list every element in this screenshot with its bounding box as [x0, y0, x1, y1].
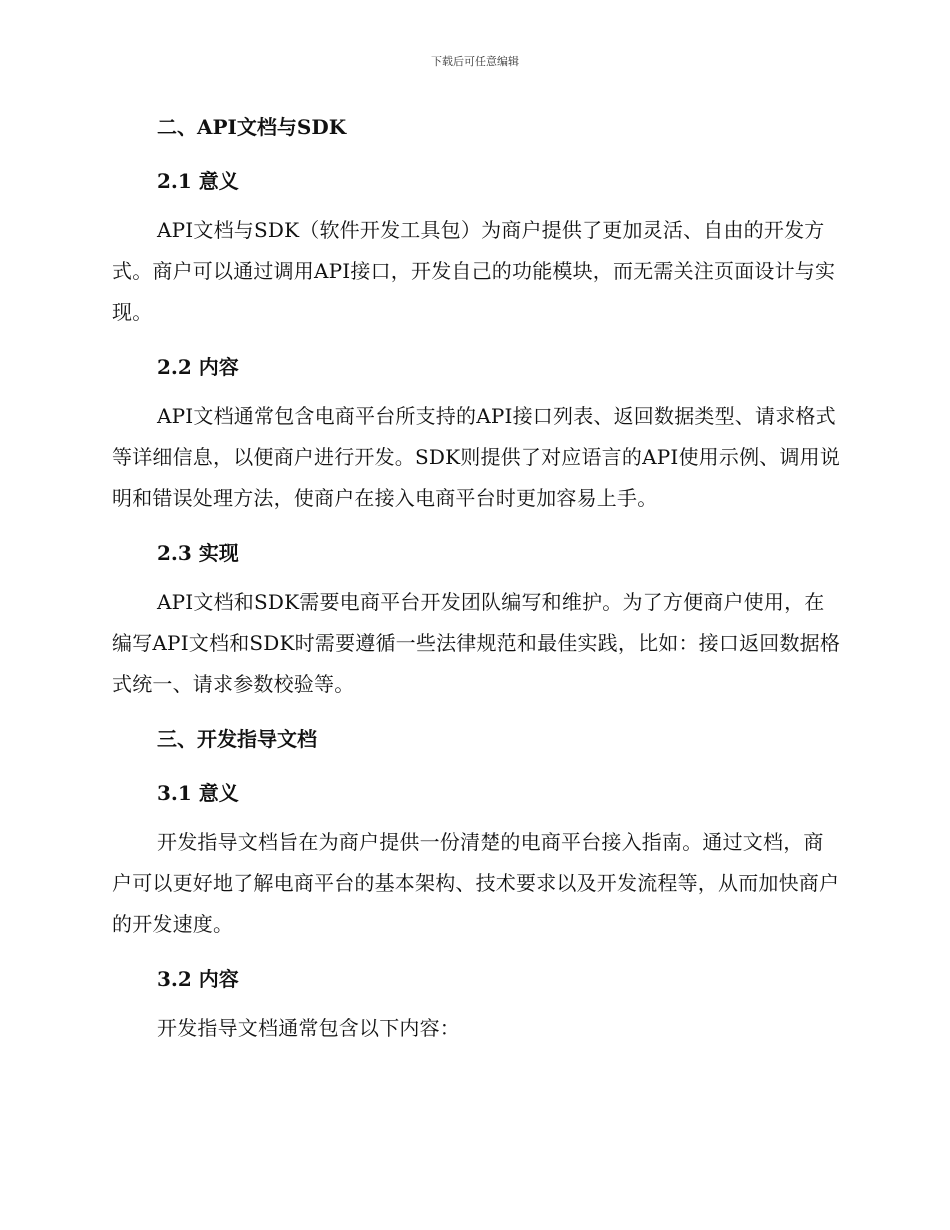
- subsection-heading-2-1: 2.1 意义: [157, 169, 239, 193]
- subsection-heading-3-2: 3.2 内容: [157, 967, 239, 991]
- subsection-heading-2-3: 2.3 实现: [157, 541, 239, 565]
- page-header-note: 下载后可任意编辑: [431, 55, 519, 68]
- subsection-heading-3-1: 3.1 意义: [157, 781, 239, 805]
- paragraph-3-1: 开发指导文档旨在为商户提供一份清楚的电商平台接入指南。通过文档，商户可以更好地了解电商平台的基本架构、技术要求以及开发流程等，从而加快商户的开发速度。: [112, 830, 840, 936]
- paragraph-3-2: 开发指导文档通常包含以下内容：: [157, 1016, 460, 1040]
- section-heading-api-sdk: 二、API文档与SDK: [157, 115, 347, 139]
- subsection-heading-2-2: 2.2 内容: [157, 355, 239, 379]
- paragraph-2-3: API文档和SDK需要电商平台开发团队编写和维护。为了方便商户使用，在编写API文档和SDK时需要遵循一些法律规范和最佳实践，比如：接口返回数据格式统一、请求参数校验等。: [112, 590, 841, 696]
- section-heading-dev-guide: 三、开发指导文档: [157, 727, 317, 751]
- paragraph-2-2: API文档通常包含电商平台所支持的API接口列表、返回数据类型、请求格式等详细信息，以便商户进行开发。SDK则提供了对应语言的API使用示例、调用说明和错误处理方法，使商户在接入电商平台时更加容易上手。: [112, 404, 841, 510]
- document-body: [112, 108, 842, 1064]
- paragraph-2-1: API文档与SDK（软件开发工具包）为商户提供了更加灵活、自由的开发方式。商户可以通过调用API接口，开发自己的功能模块，而无需关注页面设计与实现。: [112, 218, 836, 324]
